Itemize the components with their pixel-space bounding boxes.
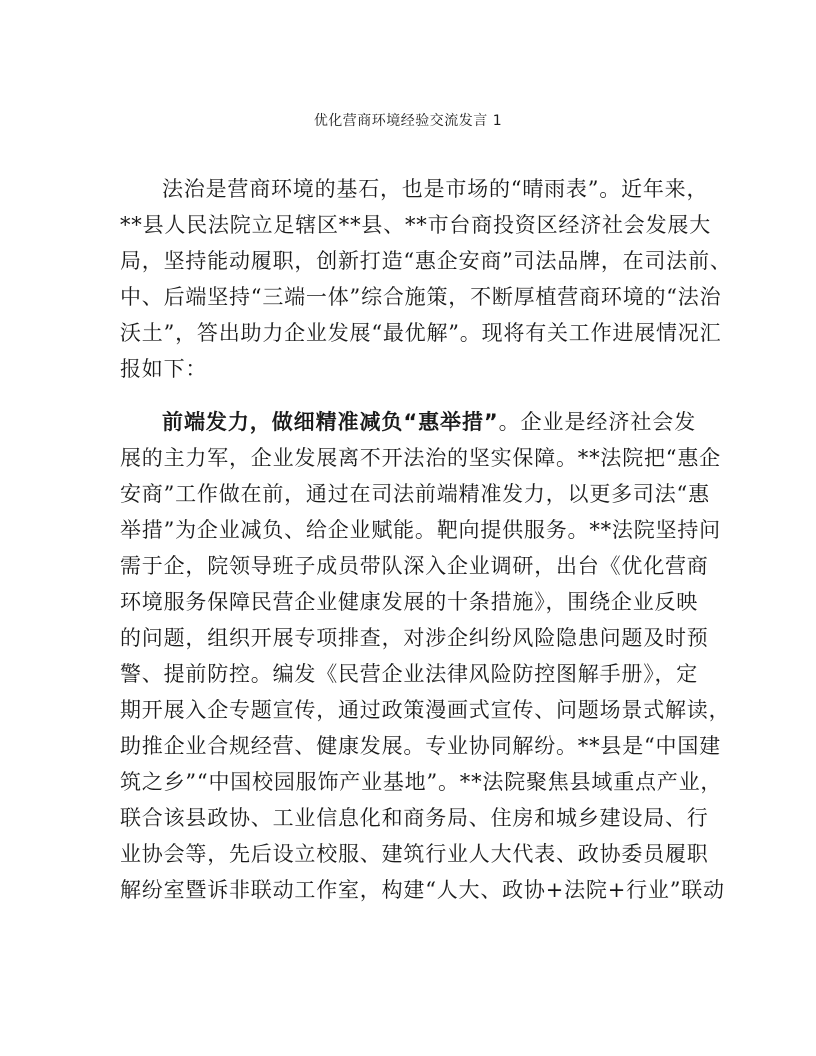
paragraph-2-line-2: 展的主力军，企业发展离不开法治的坚实保障。**法院把“惠企 — [120, 446, 721, 470]
paragraph-2-line-6: 环境服务保障民营企业健康发展的十条措施》，围绕企业反映 — [120, 590, 699, 614]
paragraph-2-line-14: 解纷室暨诉非联动工作室，构建“人大、政协+法院+行业”联动 — [120, 878, 725, 902]
paragraph-2-line-3: 安商”工作做在前，通过在司法前端精准发力，以更多司法“惠 — [120, 482, 710, 506]
section-heading: 前端发力，做细精准减负“惠举措” — [162, 410, 499, 434]
paragraph-2-line-12: 联合该县政协、工业信息化和商务局、住房和城乡建设局、行 — [120, 806, 709, 830]
paragraph-2-line-11: 筑之乡”“中国校园服饰产业基地”。**法院聚焦县域重点产业， — [120, 770, 723, 794]
paragraph-1-line-6: 报如下： — [120, 357, 208, 381]
paragraph-2-line-13: 业协会等，先后设立校服、建筑行业人大代表、政协委员履职 — [120, 842, 709, 866]
paragraph-2-line-1-text: 。企业是经济社会发 — [498, 410, 697, 434]
paragraph-2-line-7: 的问题，组织开展专项排查，对涉企纠纷风险隐患问题及时预 — [120, 626, 709, 650]
paragraph-2-line-10: 助推企业合规经营、健康发展。专业协同解纷。**县是“中国建 — [120, 734, 721, 758]
paragraph-1-line-2: **县人民法院立足辖区**县、**市台商投资区经济社会发展大 — [120, 213, 711, 237]
paragraph-1-line-5: 沃土”，答出助力企业发展“最优解”。现将有关工作进展情况汇 — [120, 321, 722, 345]
paragraph-2-line-4: 举措”为企业减负、给企业赋能。靶向提供服务。**法院坚持问 — [120, 518, 721, 542]
paragraph-2-line-5: 需于企，院领导班子成员带队深入企业调研，出台《优化营商 — [120, 554, 709, 578]
paragraph-2-line-8: 警、提前防控。编发《民营企业法律风险防控图解手册》，定 — [120, 662, 699, 686]
paragraph-1-line-4: 中、后端坚持“三端一体”综合施策，不断厚植营商环境的“法治 — [120, 285, 722, 309]
paragraph-2-line-1 — [162, 404, 696, 440]
paragraph-2-line-9: 期开展入企专题宣传，通过政策漫画式宣传、问题场景式解读， — [120, 698, 731, 722]
paragraph-1-line-1: 法治是营商环境的基石，也是市场的“晴雨表”。近年来， — [162, 177, 709, 201]
paragraph-1-line-3: 局，坚持能动履职，创新打造“惠企安商”司法品牌，在司法前、 — [120, 249, 732, 273]
document-title: 优化营商环境经验交流发言 1 — [313, 113, 503, 129]
